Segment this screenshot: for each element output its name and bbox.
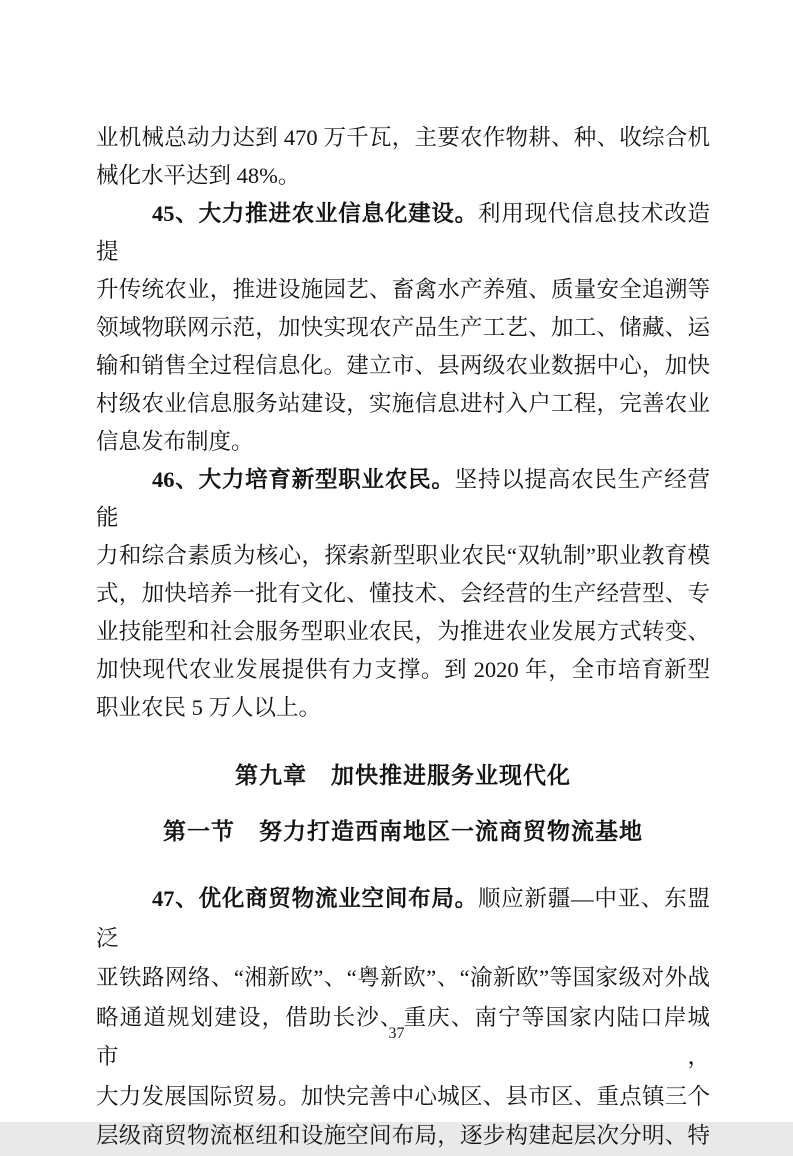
paragraph-44-continuation bbox=[96, 119, 710, 195]
text-line: 层级商贸物流枢纽和设施空间布局，逐步构建起层次分明、特 bbox=[96, 1123, 710, 1148]
text-line: 式，加快培养一批有文化、懂技术、会经营的生产经营型、专 bbox=[96, 581, 710, 606]
text-line: 输和销售全过程信息化。建立市、县两级农业数据中心，加快 bbox=[96, 353, 710, 378]
text-line: 村级农业信息服务站建设，实施信息进村入户工程，完善农业 bbox=[96, 391, 710, 416]
item-45-heading: 45、大力推进农业信息化建设。 bbox=[152, 201, 478, 226]
text-line: 加快现代农业发展提供有力支撑。到 2020 年，全市培育新型 bbox=[96, 657, 710, 682]
item-47-lead-text: 顺应新疆—中亚、东盟泛 bbox=[96, 886, 710, 951]
text-line: 职业农民 5 万人以上。 bbox=[96, 695, 322, 720]
text-line: 信息发布制度。 bbox=[96, 429, 254, 454]
text-line: 大力发展国际贸易。加快完善中心城区、县市区、重点镇三个 bbox=[96, 1083, 710, 1109]
item-45-lead-text: 利用现代信息技术改造提 bbox=[96, 201, 710, 264]
chapter-heading: 第九章 加快推进服务业现代化 bbox=[235, 762, 571, 788]
text-line bbox=[96, 879, 710, 958]
text-line: 械化水平达到 48%。 bbox=[96, 163, 301, 188]
text-line: 力和综合素质为核心，探索新型职业农民“双轨制”职业教育模 bbox=[96, 543, 710, 568]
text-line: 亚铁路网络、“湘新欧”、“粤新欧”、“渝新欧”等国家级对外战 bbox=[96, 965, 710, 990]
paragraph-45 bbox=[96, 195, 710, 461]
item-46-heading: 46、大力培育新型职业农民。 bbox=[152, 467, 455, 492]
section-heading: 第一节 努力打造西南地区一流商贸物流基地 bbox=[163, 819, 643, 844]
paragraph-46 bbox=[96, 461, 710, 727]
text-line: 略通道规划建设，借助长沙、重庆、南宁等国家内陆口岸城市， bbox=[96, 1004, 710, 1069]
text-line bbox=[96, 195, 710, 271]
text-line: 业机械总动力达到 470 万千瓦，主要农作物耕、种、收综合机 bbox=[96, 125, 710, 150]
item-47-heading: 47、优化商贸物流业空间布局。 bbox=[152, 886, 478, 911]
text-line: 领域物联网示范，加快实现农产品生产工艺、加工、储藏、运 bbox=[96, 315, 710, 340]
page-body-text bbox=[96, 119, 710, 1156]
paragraph-47 bbox=[96, 879, 710, 1156]
item-46-lead-text: 坚持以提高农民生产经营能 bbox=[96, 467, 710, 530]
text-line: 升传统农业，推进设施园艺、畜禽水产养殖、质量安全追溯等 bbox=[96, 277, 710, 302]
text-line: 业技能型和社会服务型职业农民，为推进农业发展方式转变、 bbox=[96, 619, 710, 644]
text-line bbox=[96, 461, 710, 537]
page-number: 37 bbox=[388, 1025, 405, 1042]
